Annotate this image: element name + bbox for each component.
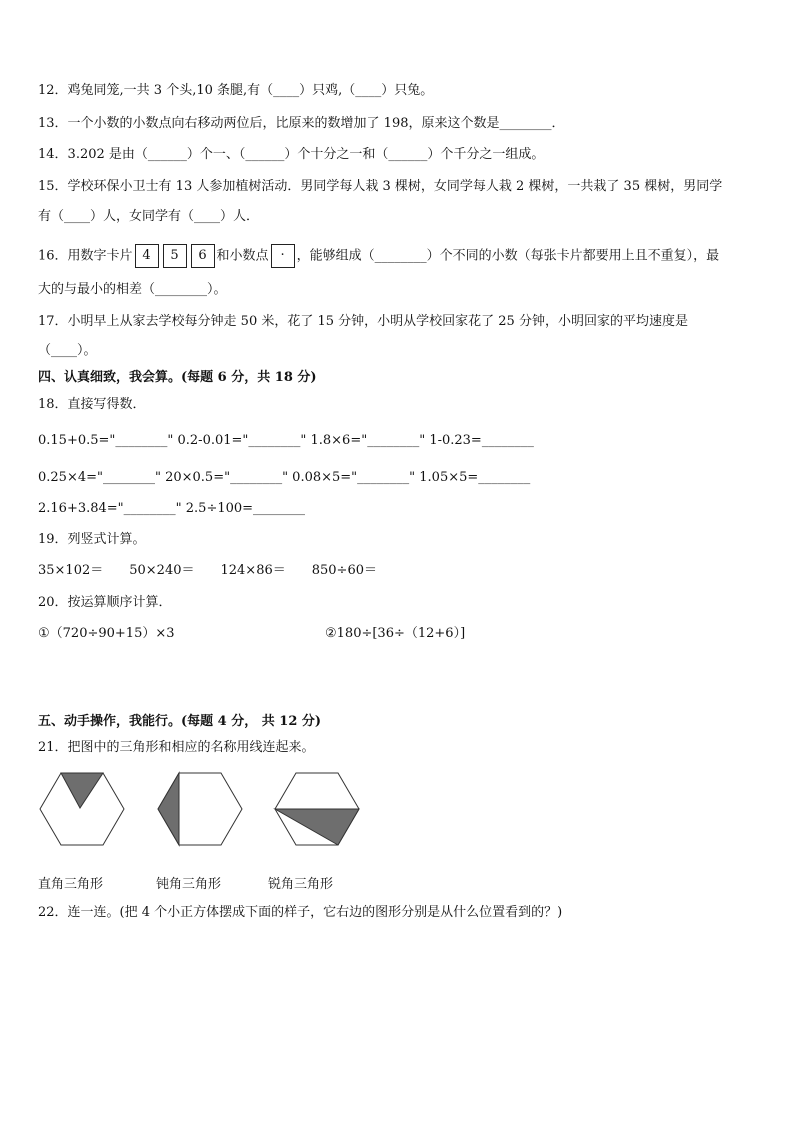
section-5-heading: 五、动手操作，我能行。(每题 4 分， 共 12 分) bbox=[38, 714, 322, 729]
q18-row-1: 0.15+0.5="________" 0.2-0.01="________" 1.8×6="________" 1-0.23=________ bbox=[38, 433, 534, 448]
label-acute-triangle: 锐角三角形 bbox=[268, 877, 334, 892]
q18-row-3: 2.16+3.84="________" 2.5÷100=________ bbox=[38, 501, 306, 516]
hexagon-acute-triangle bbox=[275, 773, 359, 845]
decimal-point-card: . bbox=[271, 244, 295, 268]
question-18: 18．直接写得数． bbox=[38, 397, 146, 412]
question-21: 21．把图中的三角形和相应的名称用线连起来。 bbox=[38, 740, 315, 755]
question-15-line-1: 15．学校环保小卫士有 13 人参加植树活动．男同学每人栽 3 棵树，女同学每人栽 2 棵树，一共栽了 35 棵树，男同学 bbox=[38, 179, 723, 194]
question-14: 14．3.202 是由（______）个一、（______）个十分之一和（______）个千分之一组成。 bbox=[38, 147, 545, 162]
q16-suffix: ，能够组成（________）个不同的小数（每张卡片都要用上且不重复），最 bbox=[296, 248, 720, 264]
question-15-line-2: 有（____）人，女同学有（____）人． bbox=[38, 209, 260, 224]
q18-row-2: 0.25×4="________" 20×0.5="________" 0.08×5="________" 1.05×5=________ bbox=[38, 470, 531, 485]
hexagon-right-triangle bbox=[40, 773, 124, 845]
label-obtuse-triangle: 钝角三角形 bbox=[156, 877, 222, 892]
q16-middle: 和小数点 bbox=[216, 248, 269, 264]
question-20: 20．按运算顺序计算． bbox=[38, 595, 172, 610]
question-12: 12．鸡兔同笼,一共 3 个头,10 条腿,有（____）只鸡,（____）只兔。 bbox=[38, 83, 434, 98]
question-17-line-1: 17．小明早上从家去学校每分钟走 50 米，花了 15 分钟，小明从学校回家花了 25 分钟，小明回家的平均速度是 bbox=[38, 314, 688, 329]
hexagon-figures bbox=[0, 768, 794, 868]
q19-row: 35×102＝ 50×240＝ 124×86＝ 850÷60＝ bbox=[38, 563, 377, 578]
question-16-line-1 bbox=[38, 244, 719, 268]
question-17-line-2: （____）。 bbox=[38, 343, 97, 358]
digit-card-5: 5 bbox=[163, 244, 187, 268]
digit-card-6: 6 bbox=[191, 244, 215, 268]
q16-prefix: 16．用数字卡片 bbox=[38, 248, 133, 264]
section-4-heading: 四、认真细致，我会算。(每题 6 分，共 18 分) bbox=[38, 370, 317, 385]
q20-item-2: ②180÷[36÷（12+6）] bbox=[325, 626, 466, 641]
shaded-triangle-2 bbox=[158, 773, 179, 845]
question-19: 19．列竖式计算。 bbox=[38, 532, 146, 547]
hexagon-obtuse-triangle bbox=[158, 773, 242, 845]
q20-item-1: ①（720÷90+15）×3 bbox=[38, 626, 175, 641]
question-16-line-2: 大的与最小的相差（________）。 bbox=[38, 282, 227, 297]
digit-card-4: 4 bbox=[135, 244, 159, 268]
question-13: 13．一个小数的小数点向右移动两位后，比原来的数增加了 198，原来这个数是________． bbox=[38, 116, 565, 131]
label-right-triangle: 直角三角形 bbox=[38, 877, 104, 892]
question-22: 22．连一连。(把 4 个小正方体摆成下面的样子，它右边的图形分别是从什么位置看到的？) bbox=[38, 905, 563, 920]
